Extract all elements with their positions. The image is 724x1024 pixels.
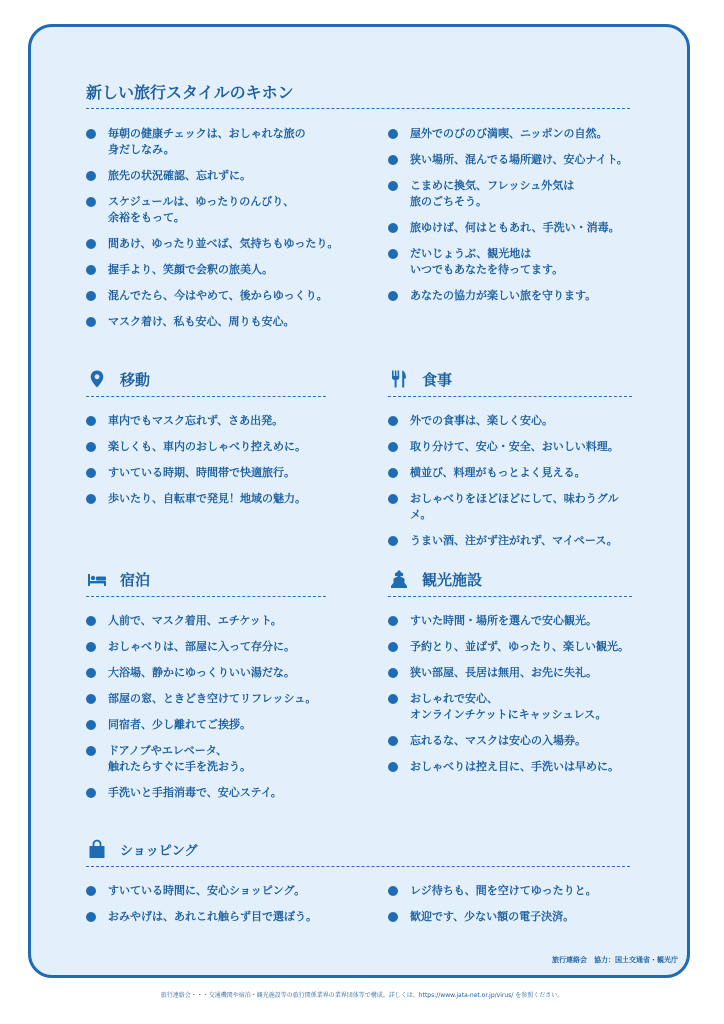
list-item: マスク着け、私も安心、周りも安心。 xyxy=(86,314,388,330)
list-item: 狭い部屋、長居は無用、お先に失礼。 xyxy=(388,665,632,681)
shokuji-title: 食事 xyxy=(422,370,453,389)
list-item: 握手より、笑顔で会釈の旅美人。 xyxy=(86,262,388,278)
list-item: 間あけ、ゆったり並べば、気持ちもゆったり。 xyxy=(86,236,388,252)
footer-note: 旅行連絡会・・・交通機関や宿泊・観光施設等の旅行関係業界の業界団体等で構成。詳しくは、https://www.jata-net.or.jp/virus/ を参照ください。 xyxy=(160,992,564,999)
castle-icon xyxy=(388,568,410,590)
shopping-bag-icon xyxy=(86,838,108,860)
list-item: 旅ゆけば、何はともあれ、手洗い・消毒。 xyxy=(388,220,630,236)
list-item: 予約とり、並ばず、ゆったり、楽しい観光。 xyxy=(388,639,632,655)
list-item: 楽しくも、車内のおしゃべり控えめに。 xyxy=(86,439,326,455)
shopping-header xyxy=(86,836,630,867)
list-item: 忘れるな、マスクは安心の入場券。 xyxy=(388,733,632,749)
idou-section xyxy=(86,366,326,517)
footer-credit: 旅行連絡会 協力：国土交通省・観光庁 xyxy=(552,956,678,964)
list-item: おしゃべりをほどほどにして、味わうグルメ。 xyxy=(388,491,632,523)
idou-title: 移動 xyxy=(120,370,151,389)
shukuhaku-header xyxy=(86,566,326,597)
shopping-title: ショッピング xyxy=(120,843,198,859)
idou-header xyxy=(86,366,326,397)
kanko-title: 観光施設 xyxy=(422,570,483,589)
list-item: おしゃれで安心、 オンラインチケットにキャッシュレス。 xyxy=(388,691,632,723)
list-item: 歩いたり、自転車で発見！地域の魅力。 xyxy=(86,491,326,507)
list-item: 旅先の状況確認、忘れずに。 xyxy=(86,168,388,184)
list-item: おしゃべりは、部屋に入って存分に。 xyxy=(86,639,326,655)
shopping-list-left xyxy=(86,883,388,925)
list-item: こまめに換気、フレッシュ外気は 旅のごちそう。 xyxy=(388,178,630,210)
kanko-list xyxy=(388,613,632,775)
shukuhaku-section xyxy=(86,566,326,811)
shukuhaku-list xyxy=(86,613,326,801)
shokuji-header xyxy=(388,366,632,397)
list-item: 外での食事は、楽しく安心。 xyxy=(388,413,632,429)
list-item: 歓迎です、少ない額の電子決済。 xyxy=(388,909,630,925)
list-item: おみやげは、あれこれ触らず目で選ぼう。 xyxy=(86,909,388,925)
list-item: 毎朝の健康チェックは、おしゃれな旅の 身だしなみ。 xyxy=(86,126,388,158)
shopping-section xyxy=(86,836,630,935)
list-item: 狭い場所、混んでる場所避け、安心ナイト。 xyxy=(388,152,630,168)
list-item: 車内でもマスク忘れず、さあ出発。 xyxy=(86,413,326,429)
kihon-list-left xyxy=(86,126,388,330)
list-item: あなたの協力が楽しい旅を守ります。 xyxy=(388,288,630,304)
map-pin-icon xyxy=(86,368,108,390)
list-item: 部屋の窓、ときどき空けてリフレッシュ。 xyxy=(86,691,326,707)
list-item: すいている時間に、安心ショッピング。 xyxy=(86,883,388,899)
list-item: すいている時期、時間帯で快適旅行。 xyxy=(86,465,326,481)
list-item: 大浴場、静かにゆっくりいい湯だな。 xyxy=(86,665,326,681)
kihon-title-text: 新しい旅行スタイルのキホン xyxy=(86,82,294,102)
list-item: 手洗いと手指消毒で、安心ステイ。 xyxy=(86,785,326,801)
kanko-header xyxy=(388,566,632,597)
kanko-section xyxy=(388,566,632,785)
list-item: すいた時間・場所を選んで安心観光。 xyxy=(388,613,632,629)
idou-list xyxy=(86,413,326,507)
list-item: スケジュールは、ゆったりのんびり、 余裕をもって。 xyxy=(86,194,388,226)
list-item: 屋外でのびのび満喫、ニッポンの自然。 xyxy=(388,126,630,142)
fork-knife-icon xyxy=(388,368,410,390)
shokuji-section xyxy=(388,366,632,559)
list-item: 取り分けて、安心・安全、おいしい料理。 xyxy=(388,439,632,455)
shopping-list-right xyxy=(388,883,630,925)
list-item: 同宿者、少し離れてご挨拶。 xyxy=(86,717,326,733)
list-item: おしゃべりは控え目に、手洗いは早めに。 xyxy=(388,759,632,775)
list-item: レジ待ちも、間を空けてゆったりと。 xyxy=(388,883,630,899)
list-item: 混んでたら、今はやめて、後からゆっくり。 xyxy=(86,288,388,304)
kihon-section xyxy=(86,78,630,340)
shokuji-list xyxy=(388,413,632,549)
kihon-title xyxy=(86,78,630,109)
shukuhaku-title: 宿泊 xyxy=(120,570,151,589)
list-item: うまい酒、注がず注がれず、マイペース。 xyxy=(388,533,632,549)
list-item: だいじょうぶ、観光地は いつでもあなたを待ってます。 xyxy=(388,246,630,278)
kihon-list-right xyxy=(388,126,630,304)
list-item: 横並び、料理がもっとよく見える。 xyxy=(388,465,632,481)
bed-icon xyxy=(86,568,108,590)
list-item: 人前で、マスク着用、エチケット。 xyxy=(86,613,326,629)
list-item: ドアノブやエレベータ、 触れたらすぐに手を洗おう。 xyxy=(86,743,326,775)
